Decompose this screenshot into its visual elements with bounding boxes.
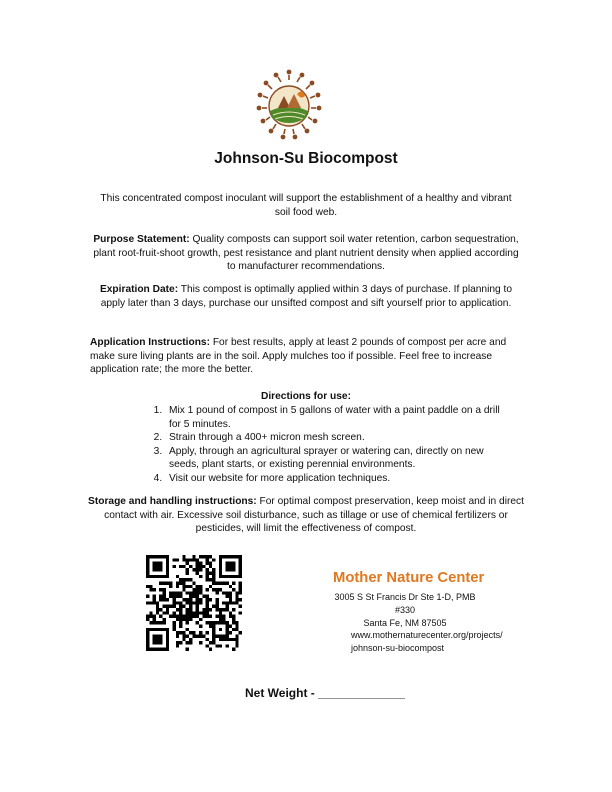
- directions-list: [138, 404, 505, 486]
- purpose-label: Purpose Statement:: [93, 234, 190, 245]
- url-line-1[interactable]: www.mothernaturecenter.org/projects/: [351, 630, 503, 640]
- mother-nature-center-logo-icon: [253, 66, 325, 146]
- expiration-label: Expiration Date:: [99, 284, 179, 295]
- storage-instructions: [88, 495, 524, 536]
- direction-step: 1. Mix 1 pound of compost in 5 gallons of water with a paint paddle on a drill for 5 minutes.: [165, 404, 505, 431]
- storage-label: Storage and handling instructions:: [88, 496, 257, 507]
- direction-step: 3. Apply, through an agricultural sprayer or watering can, directly on new seeds, plant starts, or existing perennial environments.: [165, 445, 505, 472]
- address-line-2: Santa Fe, NM 87505: [363, 618, 447, 628]
- product-title: Johnson-Su Biocompost: [214, 150, 398, 167]
- url-line-2[interactable]: johnson-su-biocompost: [351, 643, 445, 653]
- address-line-1: 3005 S St Francis Dr Ste 1-D, PMB #330: [334, 592, 476, 615]
- expiration-date: [90, 283, 522, 310]
- qr-code-icon[interactable]: [146, 555, 242, 651]
- application-instructions: [90, 336, 522, 377]
- org-address: [325, 591, 485, 630]
- direction-step: 2. Strain through a 400+ micron mesh screen.: [165, 431, 505, 445]
- direction-step: 4. Visit our website for more application techniques.: [165, 472, 505, 486]
- intro-paragraph: This concentrated compost inoculant will support the establishment of a healthy and vibrant soil food web.: [100, 193, 512, 218]
- org-url[interactable]: [351, 629, 521, 655]
- storage-text: For optimal compost preservation, keep moist and in direct contact with air. Excessive soil disturbance, such as tillage or use of chemical fertilizers or pesticides, will limit the effectiveness of compost.: [104, 496, 524, 535]
- application-text: For best results, apply at least 2 pounds of compost per acre and make sure living plants are in the soil. Apply mulches too if possible. Feel free to increase application rate; the more the better.: [90, 337, 507, 376]
- purpose-statement: [92, 233, 520, 274]
- purpose-text: Quality composts can support soil water retention, carbon sequestration, plant root-fruit-shoot growth, pest resistance and plant nutrient density when applied according to manufacturer recommendations.: [93, 234, 519, 273]
- application-label: Application Instructions:: [90, 337, 210, 348]
- directions-heading: Directions for use:: [260, 391, 351, 402]
- net-weight-field: Net Weight - _____________: [245, 686, 405, 700]
- expiration-text: This compost is optimally applied within 3 days of purchase. If planning to apply later than 3 days, purchase our unsifted compost and sift yourself prior to application.: [100, 284, 513, 309]
- org-name: Mother Nature Center: [333, 570, 485, 586]
